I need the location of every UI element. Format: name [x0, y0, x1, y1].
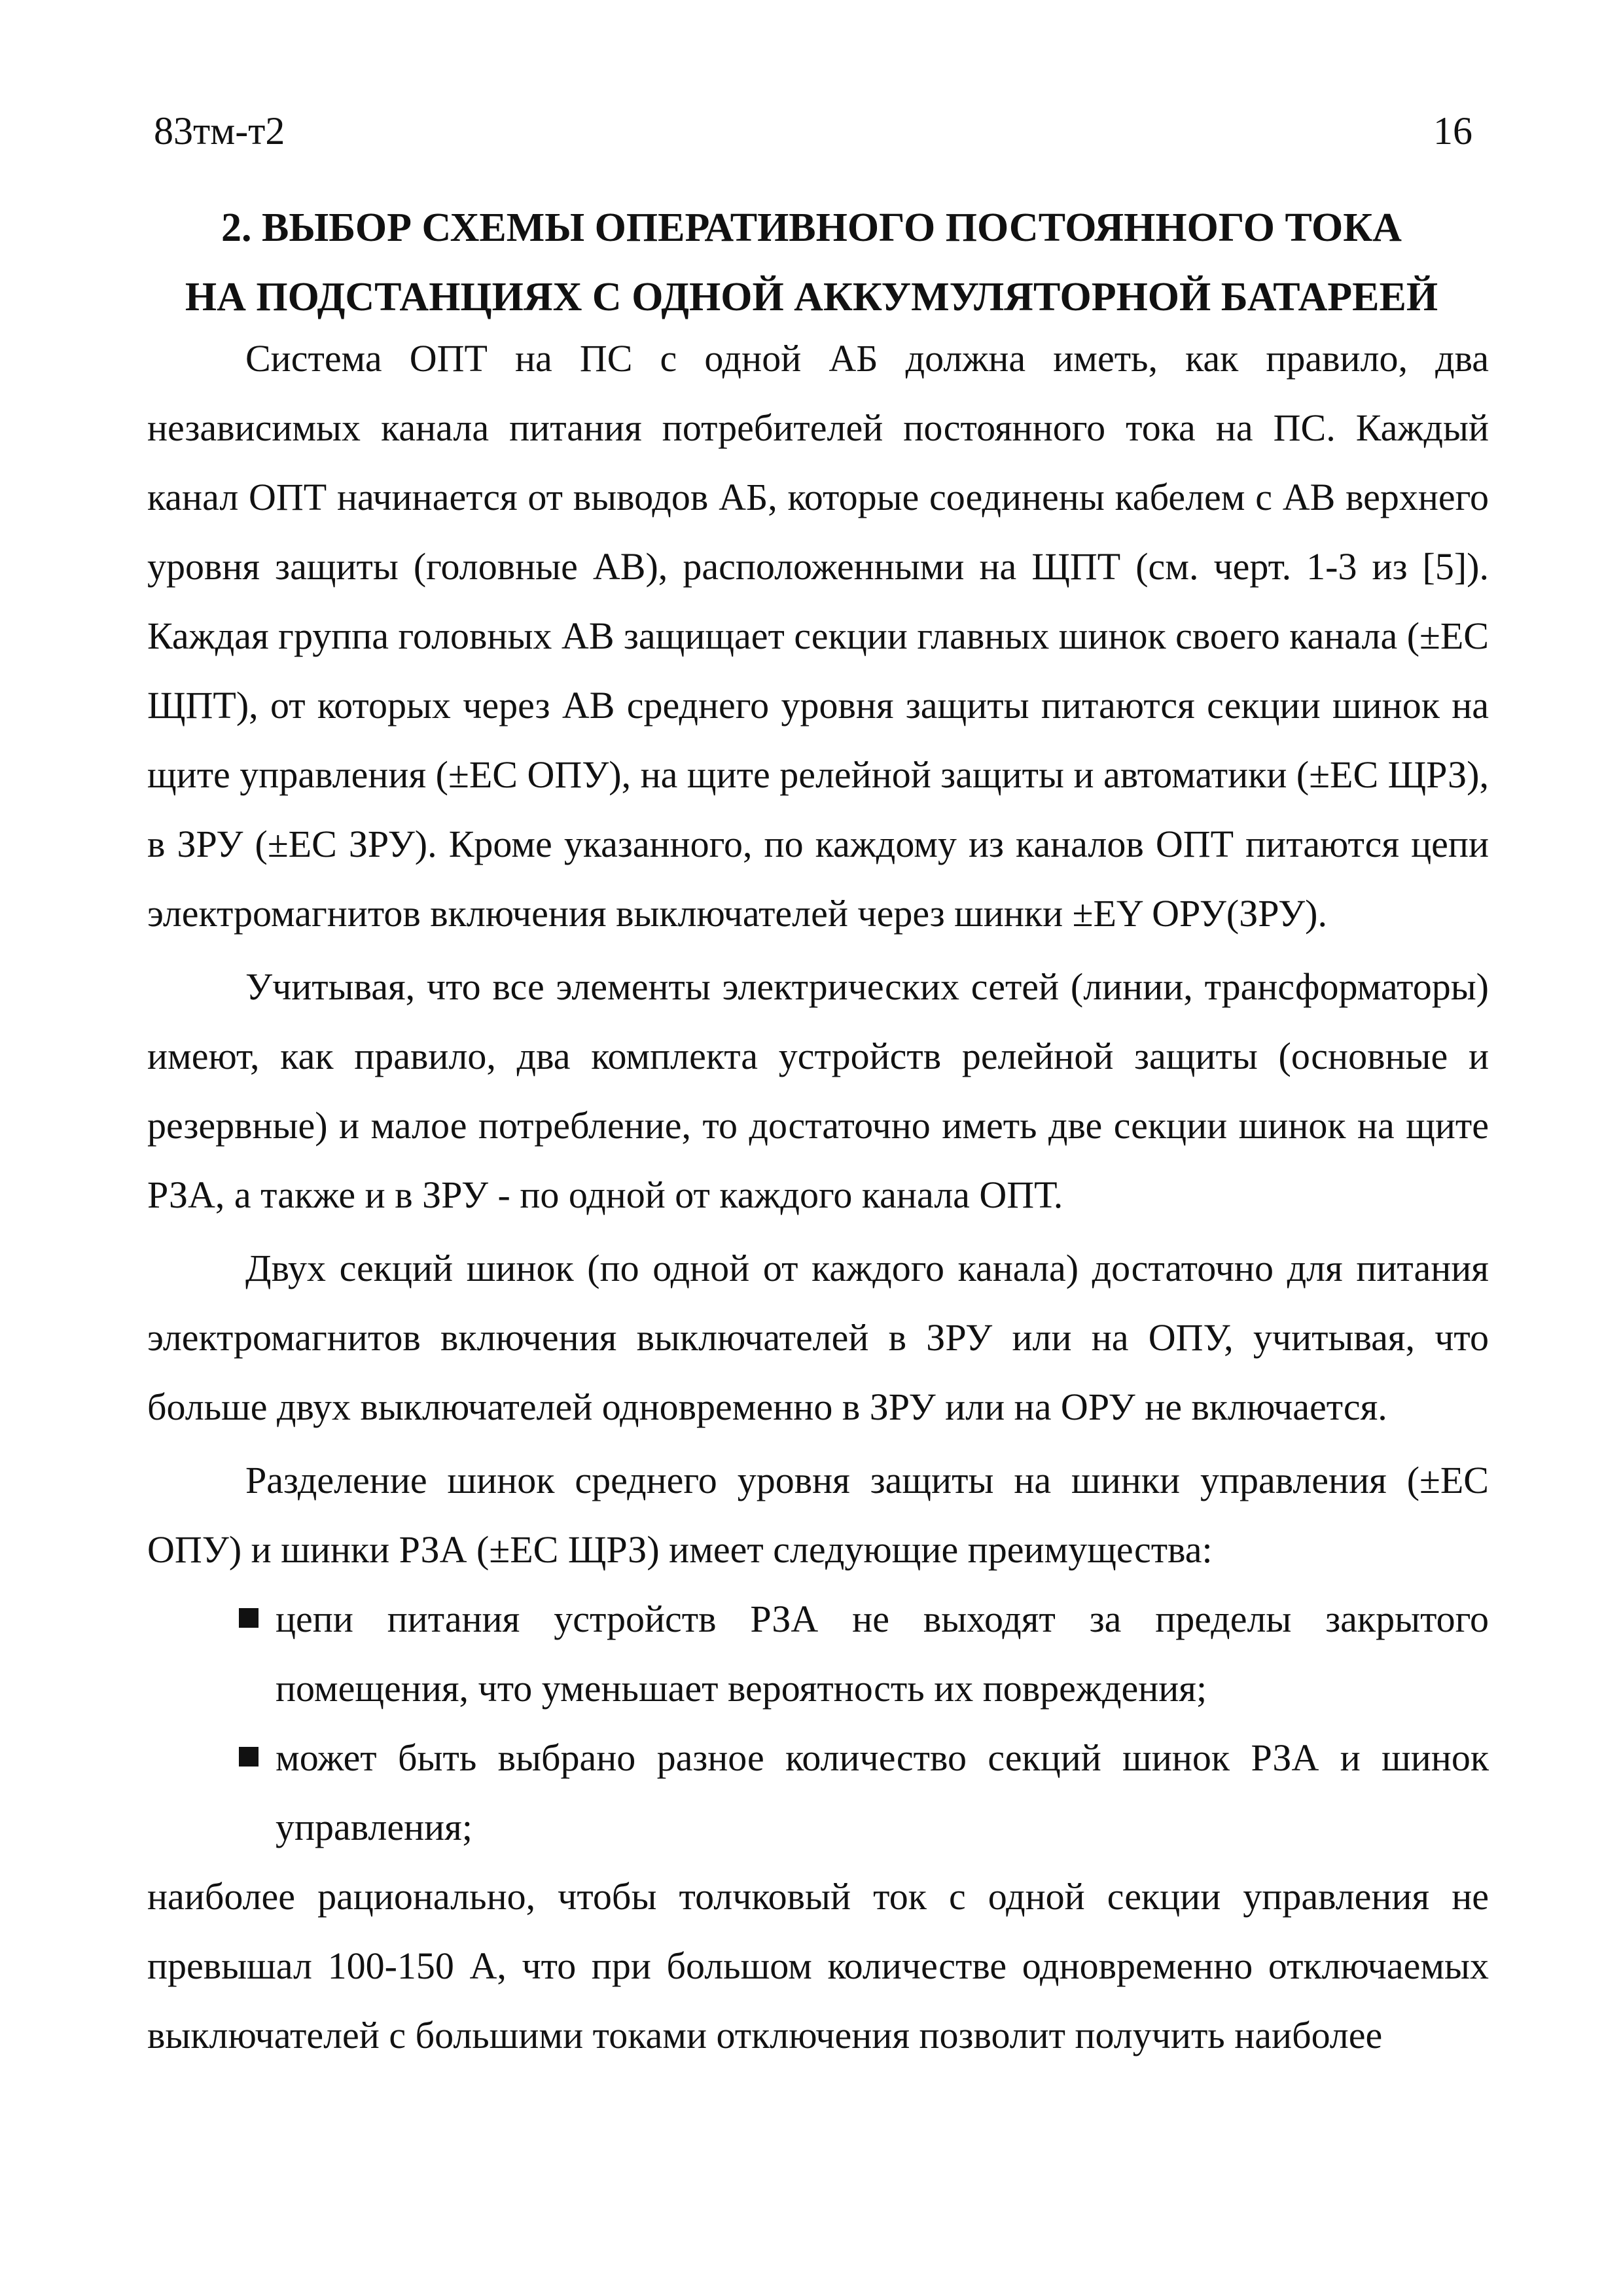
square-bullet-icon	[239, 1747, 259, 1767]
section-title-line-1: 2. ВЫБОР СХЕМЫ ОПЕРАТИВНОГО ПОСТОЯННОГО ТОКА	[221, 206, 1402, 250]
closing-paragraph: наиболее рационально, чтобы толчковый ток с одной секции управления не превышал 100-150 А, что при большом количестве одновременно отключаемых выключателей с большими токами отключения позволит получить наиболее	[147, 1875, 1489, 2056]
list-item-text: может быть выбрано разное количество секций шинок РЗА и шинок управления;	[276, 1736, 1489, 1848]
paragraph-3: Двух секций шинок (по одной от каждого канала) достаточно для питания электромагнитов включения выключателей в ЗРУ или на ОПУ, учитывая, что больше двух выключателей одновременно в ЗРУ или на ОРУ не включается.	[147, 1247, 1489, 1428]
paragraph-4: Разделение шинок среднего уровня защиты на шинки управления (±ЕС ОПУ) и шинки РЗА (±ЕС ЩРЗ) имеет следующие преимущества:	[147, 1459, 1489, 1571]
section-title-line-2: НА ПОДСТАНЦИЯХ С ОДНОЙ АККУМУЛЯТОРНОЙ БАТАРЕЕЙ	[185, 275, 1438, 319]
list-item	[239, 1723, 1489, 1862]
list-item-text: цепи питания устройств РЗА не выходят за пределы закрытого помещения, что уменьшает вероятность их повреждения;	[276, 1598, 1489, 1710]
paragraph-2: Учитывая, что все элементы электрических сетей (линии, трансформаторы) имеют, как правило, два комплекта устройств релейной защиты (основные и резервные) и малое потребление, то достаточно иметь две секции шинок на щите РЗА, а также и в ЗРУ - по одной от каждого канала ОПТ.	[147, 965, 1489, 1216]
advantages-list	[147, 1585, 1489, 1862]
page-number: 16	[1433, 109, 1472, 152]
body-text	[147, 324, 1489, 2070]
document-code: 83тм-т2	[154, 109, 285, 152]
list-item	[239, 1585, 1489, 1723]
section-title	[144, 193, 1479, 332]
paragraph-1: Система ОПТ на ПС с одной АБ должна иметь, как правило, два независимых канала питания потребителей постоянного тока на ПС. Каждый канал ОПТ начинается от выводов АБ, которые соединены кабелем с АВ верхнего уровня защиты (головные АВ), расположенными на ЩПТ (см. черт. 1-3 из [5]). Каждая группа головных АВ защищает секции главных шинок своего канала (±ЕС ЩПТ), от которых через АВ среднего уровня защиты питаются секции шинок на щите управления (±ЕС ОПУ), на щите релейной защиты и автоматики (±ЕС ЩРЗ), в ЗРУ (±ЕС ЗРУ). Кроме указанного, по каждому из каналов ОПТ питаются цепи электромагнитов включения выключателей через шинки ±ЕY ОРУ(ЗРУ).	[147, 337, 1489, 935]
square-bullet-icon	[239, 1608, 259, 1628]
